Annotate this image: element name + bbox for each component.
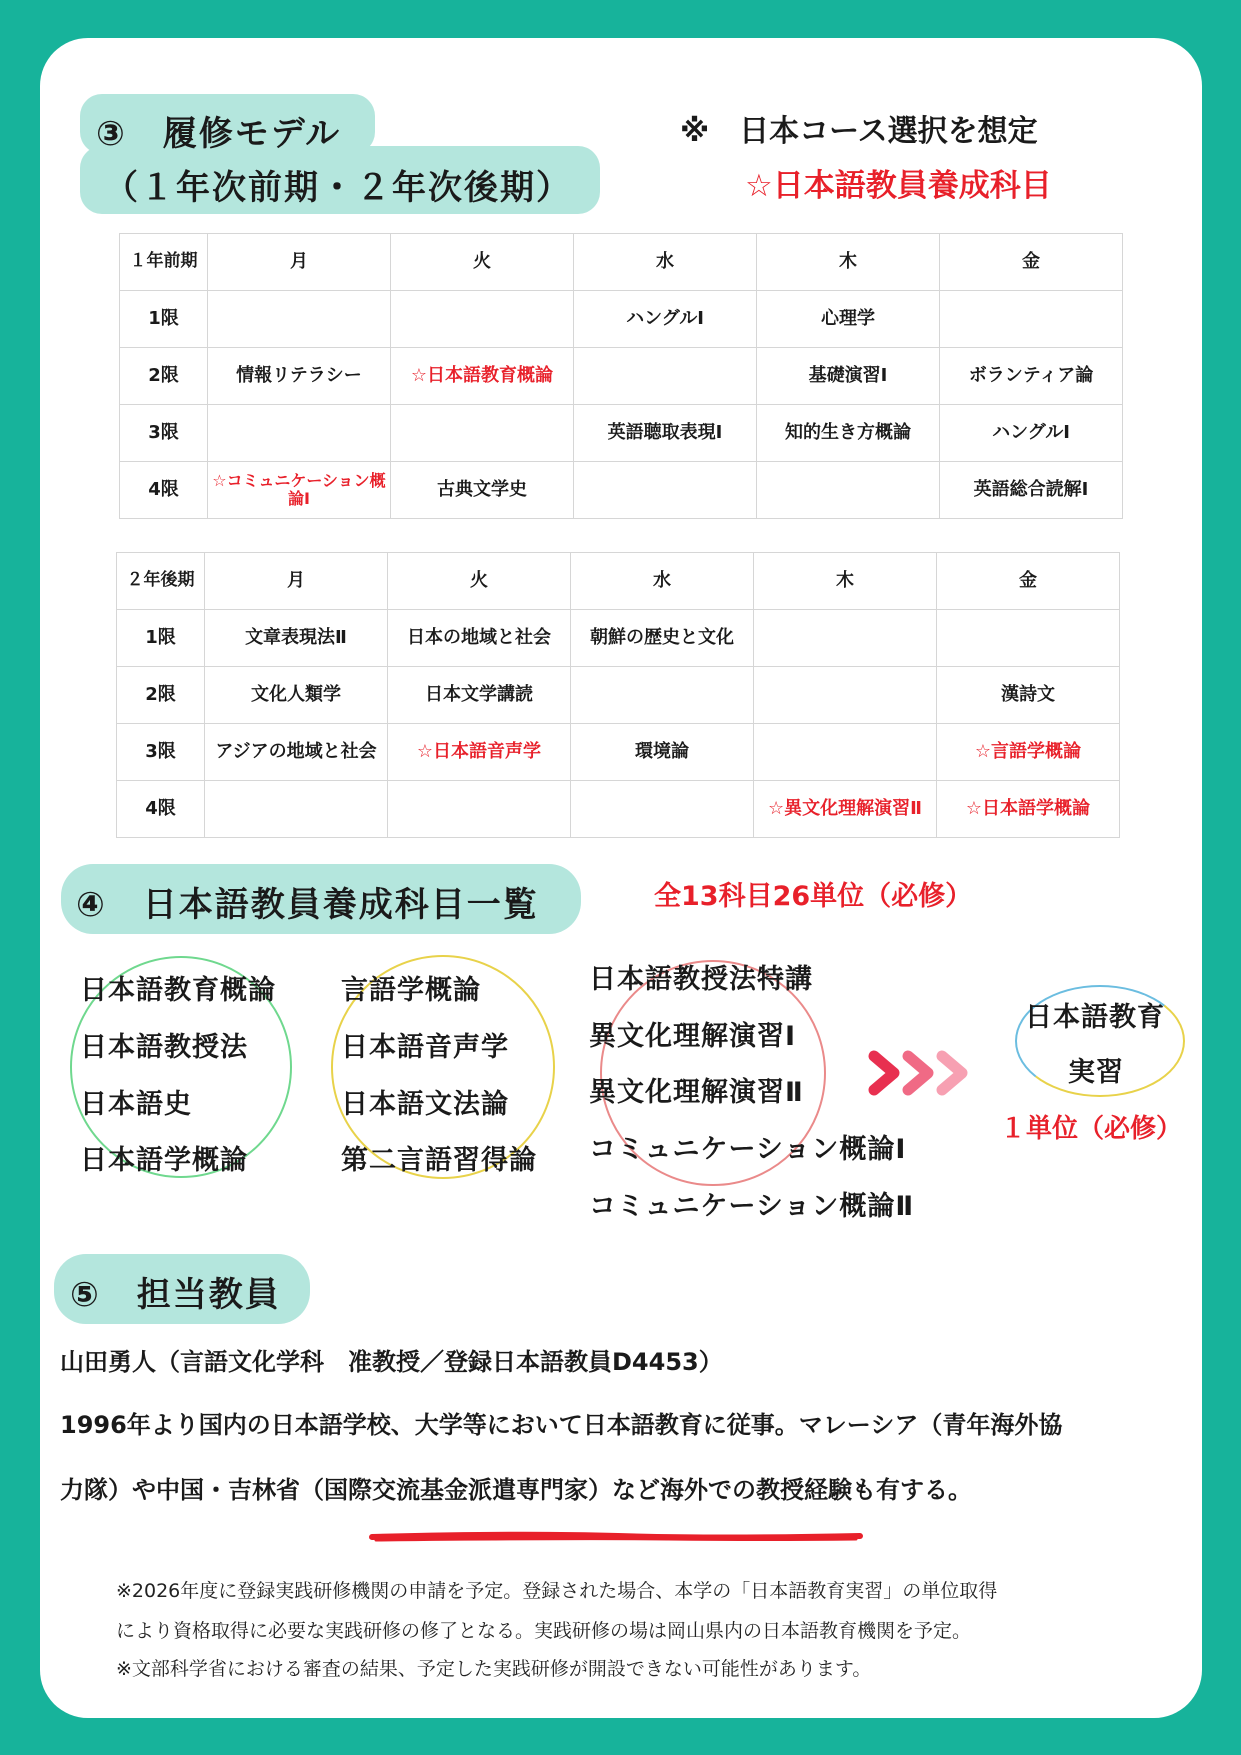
course-cell: 心理学 bbox=[757, 291, 940, 348]
course-cell: 環境論 bbox=[571, 724, 754, 781]
period-cell: 4限 bbox=[117, 781, 205, 838]
table-header-cell: 木 bbox=[757, 234, 940, 291]
teacher-bio-line: 1996年より国内の日本語学校、大学等において日本語教育に従事。マレーシア（青年海外協 bbox=[60, 1411, 1063, 1439]
course-cell bbox=[754, 667, 937, 724]
chevron-arrows-icon bbox=[868, 1050, 976, 1096]
table-header-cell: 水 bbox=[571, 553, 754, 610]
table-header-cell: 金 bbox=[940, 234, 1123, 291]
group2-item: 日本語文法論 bbox=[341, 1089, 509, 1120]
table-row bbox=[117, 781, 1120, 838]
table-header-cell: ２年後期 bbox=[117, 553, 205, 610]
course-cell bbox=[940, 291, 1123, 348]
table-header-cell: 火 bbox=[391, 234, 574, 291]
course-cell: ☆コミュニケーション概論Ⅰ bbox=[208, 462, 391, 519]
course-cell: 漢詩文 bbox=[937, 667, 1120, 724]
period-cell: 3限 bbox=[117, 724, 205, 781]
table-header-cell: 月 bbox=[208, 234, 391, 291]
course-cell bbox=[388, 781, 571, 838]
course-cell bbox=[574, 462, 757, 519]
group1-item: 日本語教育概論 bbox=[80, 975, 276, 1006]
course-cell bbox=[937, 610, 1120, 667]
course-cell bbox=[574, 348, 757, 405]
group2-item: 第二言語習得論 bbox=[341, 1145, 537, 1176]
course-cell: 基礎演習Ⅰ bbox=[757, 348, 940, 405]
practice-credit: １単位（必修） bbox=[1000, 1114, 1183, 1144]
period-cell: 2限 bbox=[120, 348, 208, 405]
course-cell bbox=[391, 405, 574, 462]
course-cell: 日本文学講読 bbox=[388, 667, 571, 724]
section4-title: ④ 日本語教員養成科目一覧 bbox=[76, 885, 539, 925]
course-cell bbox=[391, 291, 574, 348]
period-cell: 2限 bbox=[117, 667, 205, 724]
table-header-cell: 木 bbox=[754, 553, 937, 610]
period-cell: 4限 bbox=[120, 462, 208, 519]
table-header-row bbox=[117, 553, 1120, 610]
section3-subtitle: （１年次前期・２年次後期） bbox=[104, 168, 572, 208]
footnote: により資格取得に必要な実践研修の修了となる。実践研修の場は岡山県内の日本語教育機関を予定。 bbox=[116, 1620, 972, 1642]
group1-item: 日本語学概論 bbox=[80, 1145, 248, 1176]
period-cell: 1限 bbox=[120, 291, 208, 348]
course-cell: 情報リテラシー bbox=[208, 348, 391, 405]
course-cell: 英語聴取表現Ⅰ bbox=[574, 405, 757, 462]
group3-item: コミュニケーション概論Ⅰ bbox=[589, 1134, 907, 1165]
period-cell: 3限 bbox=[120, 405, 208, 462]
period-cell: 1限 bbox=[117, 610, 205, 667]
course-cell bbox=[205, 781, 388, 838]
footnote: ※2026年度に登録実践研修機関の申請を予定。登録された場合、本学の「日本語教育実習」の単位取得 bbox=[116, 1580, 998, 1602]
course-cell: 日本の地域と社会 bbox=[388, 610, 571, 667]
group1-item: 日本語教授法 bbox=[80, 1032, 248, 1063]
section5-title: ⑤ 担当教員 bbox=[70, 1275, 281, 1315]
course-cell: 英語総合読解Ⅰ bbox=[940, 462, 1123, 519]
course-cell: ☆異文化理解演習Ⅱ bbox=[754, 781, 937, 838]
course-cell bbox=[754, 724, 937, 781]
course-cell: ☆言語学概論 bbox=[937, 724, 1120, 781]
table-header-cell: 火 bbox=[388, 553, 571, 610]
table-row bbox=[120, 462, 1123, 519]
table-row bbox=[117, 667, 1120, 724]
course-cell: ボランティア論 bbox=[940, 348, 1123, 405]
course-cell: ☆日本語教育概論 bbox=[391, 348, 574, 405]
group3-item: 日本語教授法特講 bbox=[589, 964, 813, 995]
table-row bbox=[117, 610, 1120, 667]
teacher-name: 山田勇人（言語文化学科 准教授／登録日本語教員D4453） bbox=[60, 1348, 723, 1376]
course-cell: ☆日本語音声学 bbox=[388, 724, 571, 781]
group1-item: 日本語史 bbox=[80, 1089, 192, 1120]
section3-title: ③ 履修モデル bbox=[96, 114, 342, 154]
red-divider bbox=[368, 1530, 864, 1544]
teacher-bio-line: 力隊）や中国・吉林省（国際交流基金派遣専門家）など海外での教授経験も有する。 bbox=[60, 1476, 972, 1504]
table-header-cell: 月 bbox=[205, 553, 388, 610]
course-cell: 朝鮮の歴史と文化 bbox=[571, 610, 754, 667]
table-header-cell: 金 bbox=[937, 553, 1120, 610]
legend-note: ☆日本語教員養成科目 bbox=[745, 168, 1052, 204]
table-header-cell: 水 bbox=[574, 234, 757, 291]
course-cell bbox=[571, 781, 754, 838]
course-cell: アジアの地域と社会 bbox=[205, 724, 388, 781]
group3-item: 異文化理解演習Ⅰ bbox=[589, 1021, 797, 1052]
course-cell: ハングルⅠ bbox=[574, 291, 757, 348]
group2-item: 日本語音声学 bbox=[341, 1032, 509, 1063]
table-row bbox=[120, 348, 1123, 405]
timetable-year2-second-term bbox=[116, 552, 1120, 838]
course-cell bbox=[757, 462, 940, 519]
table-row bbox=[117, 724, 1120, 781]
footnote: ※文部科学省における審査の結果、予定した実践研修が開設できない可能性があります。 bbox=[116, 1658, 872, 1680]
practice-title: 日本語教育 bbox=[1025, 1002, 1165, 1033]
group3-item: コミュニケーション概論Ⅱ bbox=[589, 1191, 915, 1222]
course-cell bbox=[208, 405, 391, 462]
timetable-year1-first-term bbox=[119, 233, 1123, 519]
course-cell: 文化人類学 bbox=[205, 667, 388, 724]
table-row bbox=[120, 405, 1123, 462]
course-cell: 文章表現法Ⅱ bbox=[205, 610, 388, 667]
course-cell: ハングルⅠ bbox=[940, 405, 1123, 462]
section4-credit-note: 全13科目26単位（必修） bbox=[654, 881, 973, 912]
table-header-cell: １年前期 bbox=[120, 234, 208, 291]
practice-title-2: 実習 bbox=[1068, 1057, 1124, 1088]
table-row bbox=[120, 291, 1123, 348]
course-cell: 知的生き方概論 bbox=[757, 405, 940, 462]
group2-item: 言語学概論 bbox=[341, 975, 481, 1006]
section3-title-block bbox=[80, 94, 600, 214]
course-cell bbox=[754, 610, 937, 667]
group3-item: 異文化理解演習Ⅱ bbox=[589, 1077, 804, 1108]
table-header-row bbox=[120, 234, 1123, 291]
course-cell bbox=[208, 291, 391, 348]
course-cell: ☆日本語学概論 bbox=[937, 781, 1120, 838]
course-cell: 古典文学史 bbox=[391, 462, 574, 519]
course-cell bbox=[571, 667, 754, 724]
course-note: ※ 日本コース選択を想定 bbox=[680, 114, 1038, 149]
